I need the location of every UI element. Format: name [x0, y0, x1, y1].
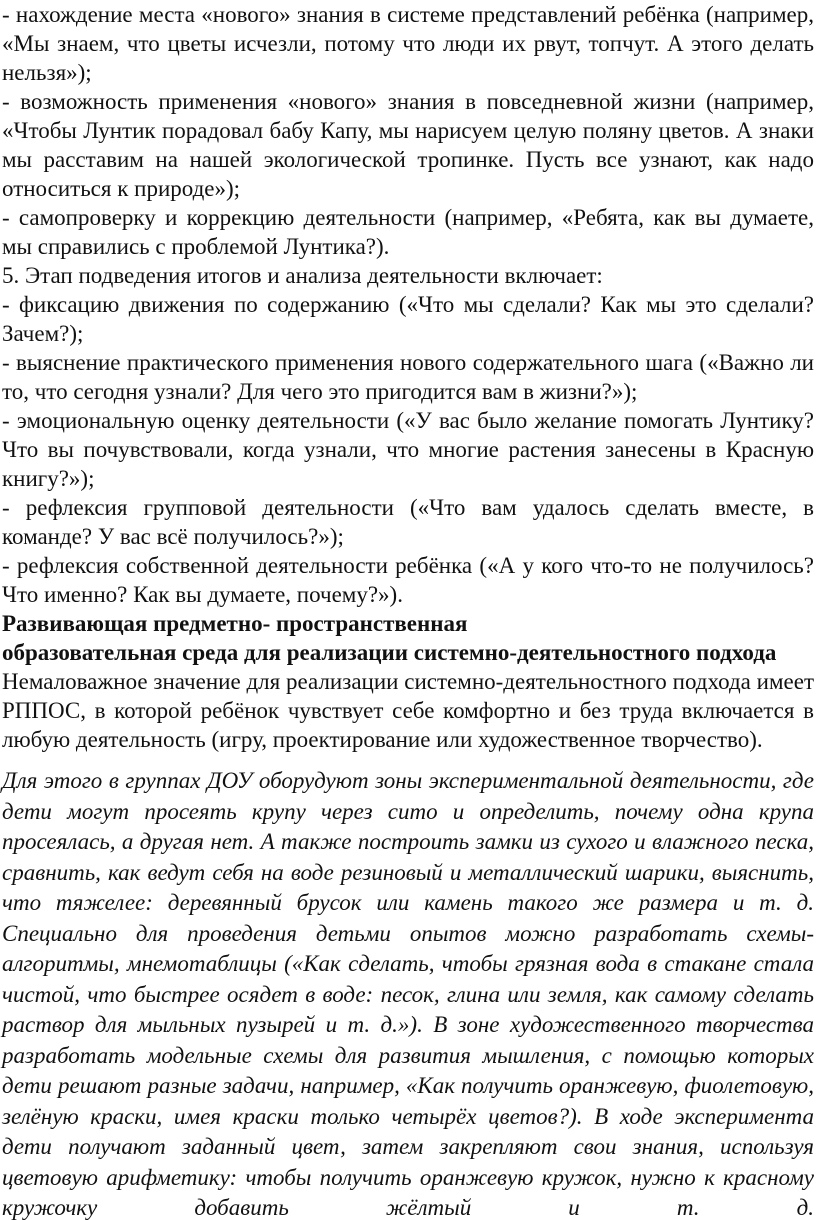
list-item-practical-application: - выяснение практического применения нового содержательного шага («Важно ли то, что сегодня узнали? Для чего это пригодится вам в жизни?»);: [2, 350, 814, 404]
list-item-self-check: - самопроверку и коррекцию деятельности (например, «Ребята, как вы думаете, мы справились с проблемой Лунтика?).: [2, 205, 814, 259]
section-heading-line2: образовательная среда для реализации системно-деятельностного подхода: [2, 640, 777, 665]
italic-paragraph: Для этого в группах ДОУ оборудуют зоны экспериментальной деятельности, где дети могут просеять крупу через сито и определить, почему одна крупа просеялась, а другая нет. А также построить замки из сухого и влажного песка, сравнить, как ведут себя на воде резиновый и металлический шарики, выяснить, что тяжелее: деревянный брусок или камень такого же размера и т. д. Специально для проведения детьми опытов можно разработать схемы-алгоритмы, мнемотаблицы («Как сделать, чтобы грязная вода в стакане стала чистой, что быстрее осядет в воде: песок, глина или земля, как самому сделать раствор для мыльных пузырей и т. д.»). В зоне художественного творчества разработать модельные схемы для развития мышления, с помощью которых дети решают разные задачи, например, «Как получить оранжевую, фиолетовую, зелёную краски, имея краски только четырёх цветов?). В ходе эксперимента дети получают заданный цвет, затем закрепляют свои знания, используя цветовую арифметику: чтобы получить оранжевую кружок, нужно к красному кружочку добавить жёлтый и т. д.: [2, 768, 814, 1220]
stage-5-title: 5. Этап подведения итогов и анализа деятельности включает:: [2, 263, 603, 288]
list-item-own-reflection: - рефлексия собственной деятельности ребёнка («А у кого что-то не получилось? Что именно? Как вы думаете, почему?»).: [2, 553, 814, 607]
list-item-knowledge-application: - возможность применения «нового» знания в повседневной жизни (например, «Чтобы Лунтик порадовал бабу Капу, мы нарисуем целую поляну цветов. А знаки мы расставим на нашей экологической тропинке. Пусть все узнают, как надо относиться к природе»);: [2, 89, 814, 201]
list-item-content-fixation: - фиксацию движения по содержанию («Что мы сделали? Как мы это сделали? Зачем?);: [2, 292, 814, 346]
list-item-emotional-evaluation: - эмоциональную оценку деятельности («У вас было желание помогать Лунтику? Что вы почувствовали, когда узнали, что многие растения занесены в Красную книгу?»);: [2, 408, 814, 491]
list-item-group-reflection: - рефлексия групповой деятельности («Что вам удалось сделать вместе, в команде? У вас всё получилось?»);: [2, 495, 814, 549]
section-heading-line1: Развивающая предметно- пространственная: [2, 611, 468, 636]
body-paragraph: Немаловажное значение для реализации системно-деятельностного подхода имеет РППОС, в которой ребёнок чувствует себе комфортно и без труда включается в любую деятельность (игру, проектирование или художественное творчество).: [2, 669, 814, 752]
list-item-knowledge-place: - нахождение места «нового» знания в системе представлений ребёнка (например, «Мы знаем, что цветы исчезли, потому что люди их рвут, топчут. А этого делать нельзя»);: [2, 2, 814, 85]
